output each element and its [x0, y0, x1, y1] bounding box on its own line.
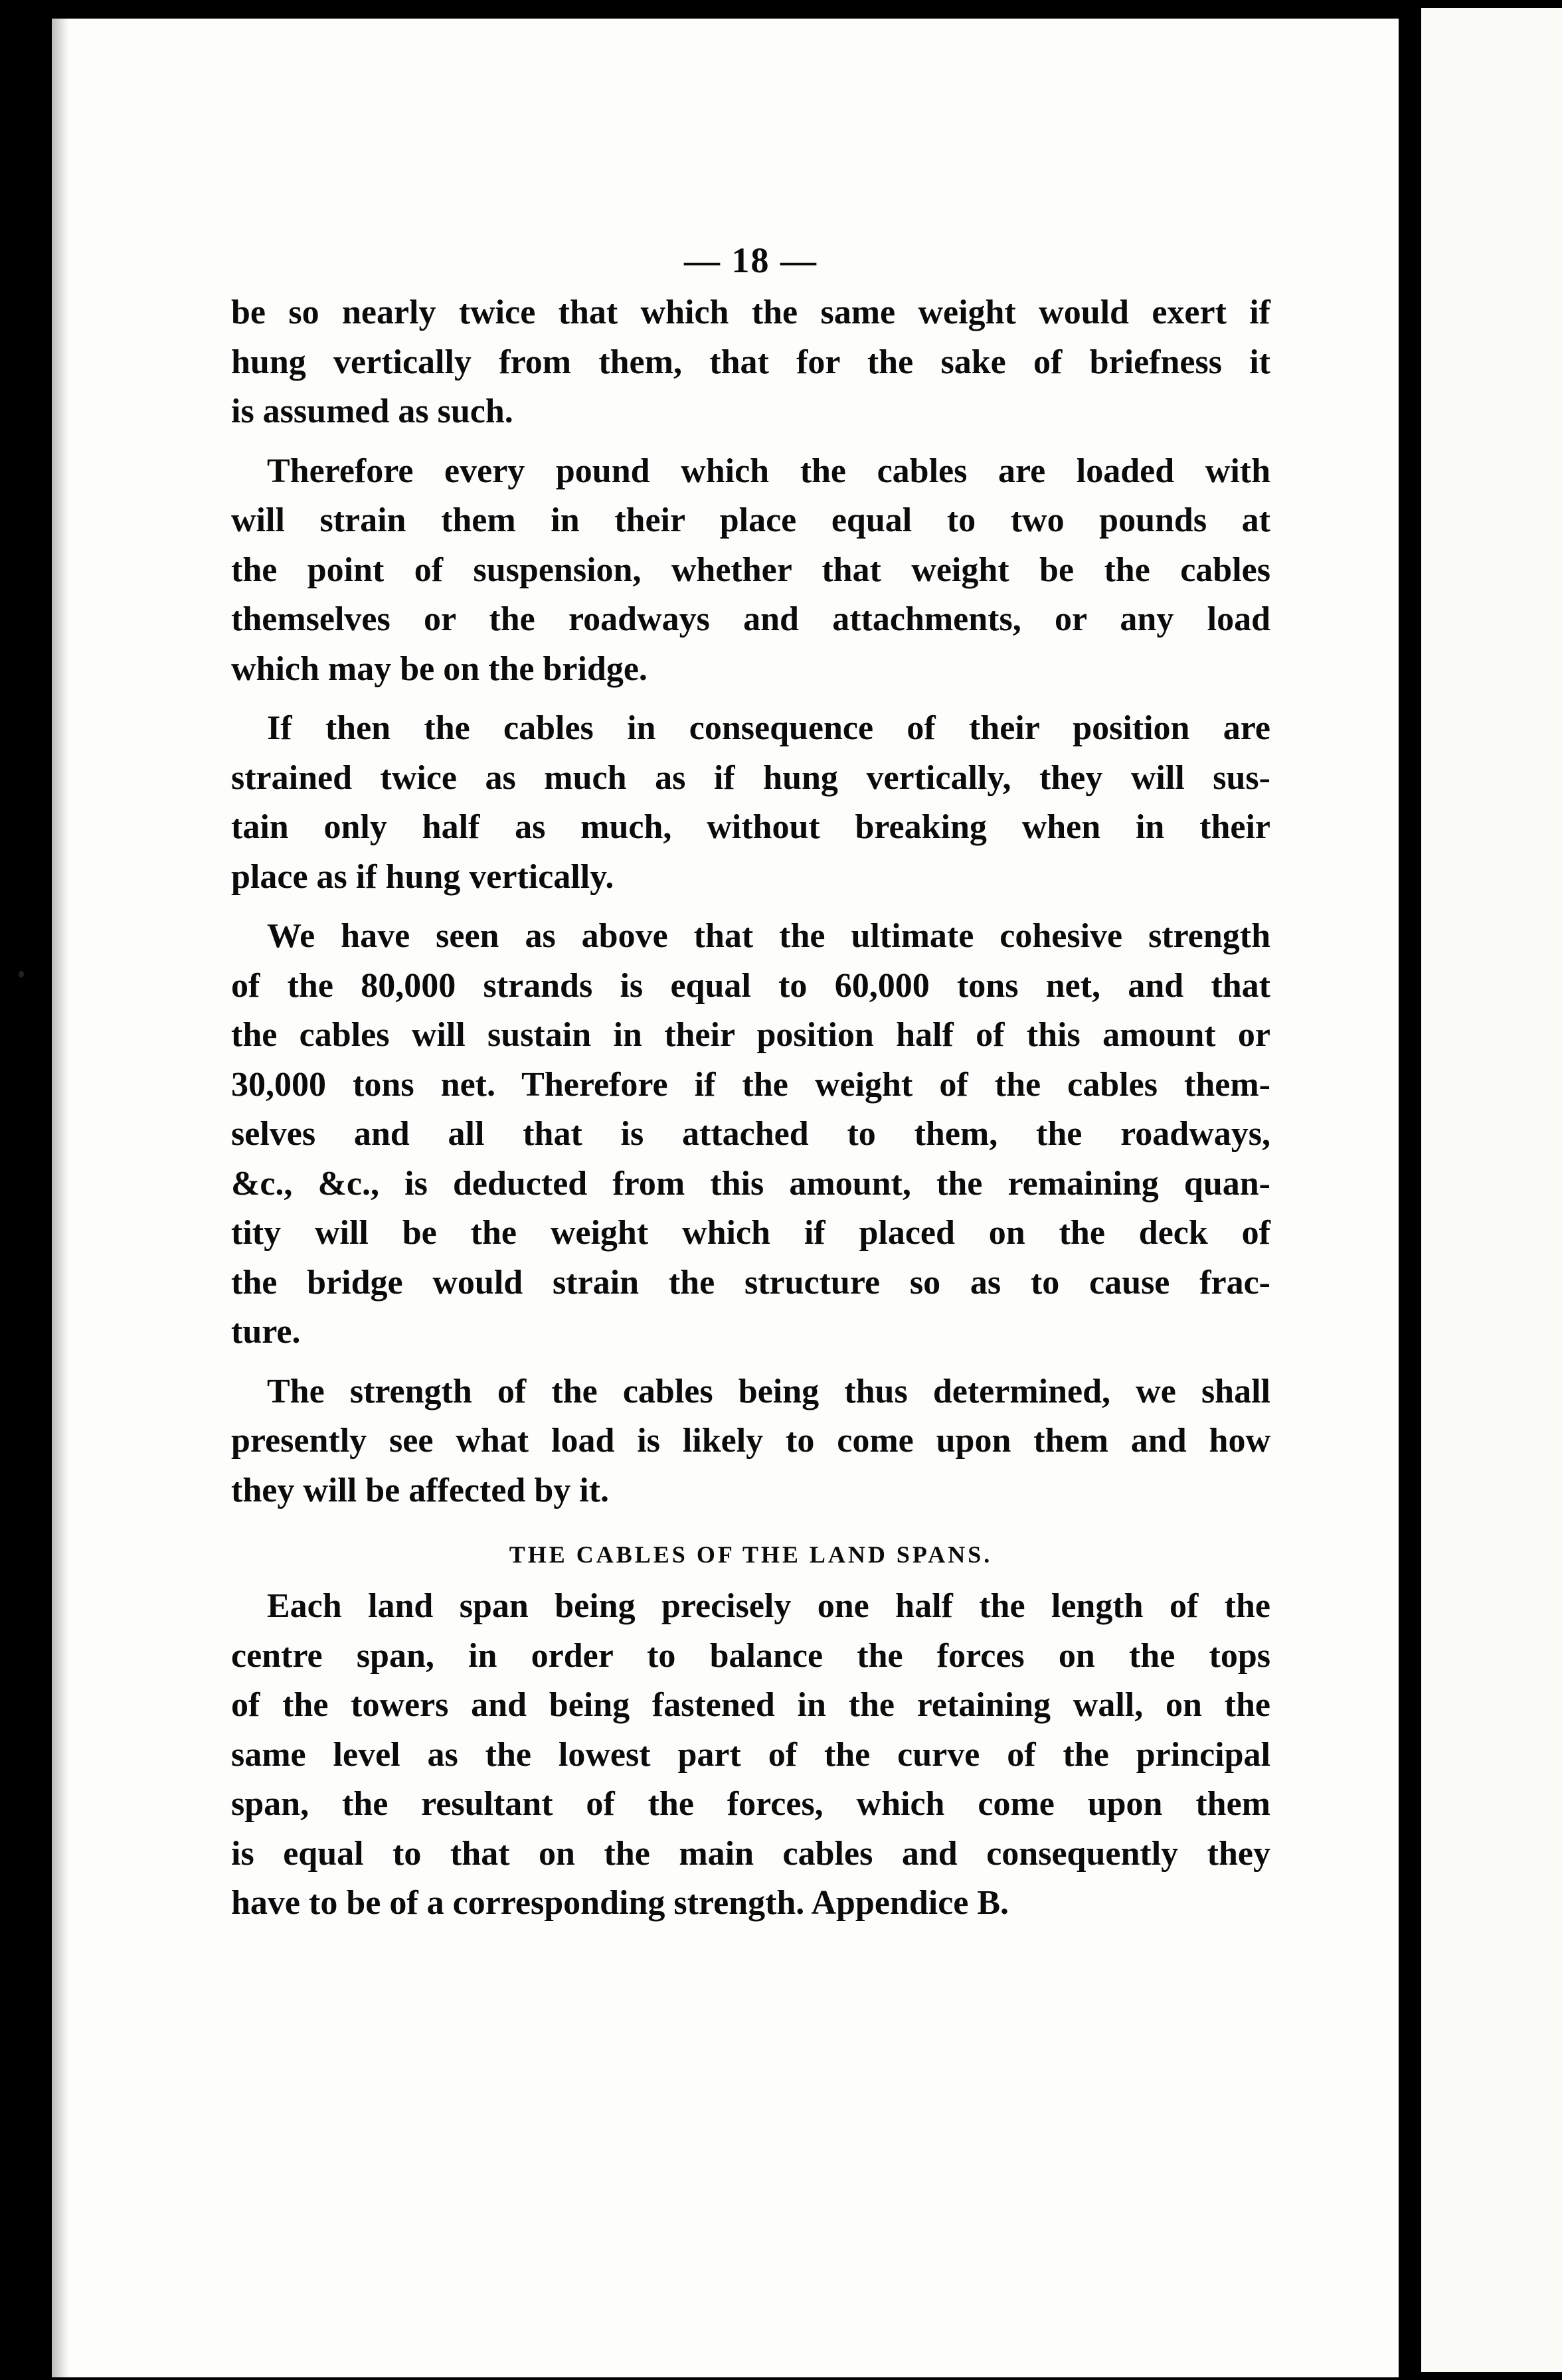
text-line: have to be of a corresponding strength. Appendice B.: [231, 1884, 1009, 1922]
text-line: Each land span being precisely one half the length of the: [267, 1587, 1270, 1625]
page-gutter-shadow: [52, 19, 69, 2377]
text-line: centre span, in order to balance the forces on the tops: [231, 1636, 1270, 1675]
paragraph-6: [231, 1582, 1270, 1928]
text-line: tain only half as much, without breaking when in their: [231, 808, 1270, 846]
text-line: the point of suspension, whether that weight be the cables: [231, 551, 1270, 589]
text-line: the bridge would strain the structure so as to cause frac-: [231, 1263, 1270, 1302]
text-line: tity will be the weight which if placed on the deck of: [231, 1214, 1270, 1252]
paragraph-4: [231, 912, 1270, 1357]
page-text-block: [231, 236, 1270, 1938]
text-line: selves and all that is attached to them, the roadways,: [231, 1115, 1270, 1153]
text-line: ture.: [231, 1313, 301, 1351]
text-line: themselves or the roadways and attachments, or any load: [231, 600, 1270, 638]
section-heading: THE CABLES OF THE LAND SPANS.: [509, 1541, 993, 1568]
paragraph-1: [231, 288, 1270, 437]
text-line: is assumed as such.: [231, 392, 513, 430]
text-line: will strain them in their place equal to two pounds at: [231, 501, 1270, 539]
text-line: span, the resultant of the forces, which come upon them: [231, 1785, 1270, 1823]
text-line: &c., &c., is deducted from this amount, the remaining quan-: [231, 1164, 1270, 1203]
text-line: same level as the lowest part of the curve of the principal: [231, 1735, 1270, 1774]
text-line: hung vertically from them, that for the sake of briefness it: [231, 343, 1270, 381]
text-line: the cables will sustain in their position half of this amount or: [231, 1016, 1270, 1054]
text-line: be so nearly twice that which the same weight would exert if: [231, 294, 1270, 331]
paragraph-5: [231, 1367, 1270, 1516]
text-line: of the towers and being fastened in the retaining wall, on the: [231, 1686, 1270, 1724]
paragraph-3: [231, 704, 1270, 902]
text-line: which may be on the bridge.: [231, 649, 648, 688]
page-number: — 18 —: [684, 240, 818, 280]
text-line: of the 80,000 strands is equal to 60,000 tons net, and that: [231, 966, 1270, 1005]
text-line: If then the cables in consequence of their position are: [267, 709, 1270, 747]
text-line: is equal to that on the main cables and consequently they: [231, 1834, 1270, 1873]
text-line: The strength of the cables being thus determined, we shall: [267, 1372, 1270, 1410]
text-line: place as if hung vertically.: [231, 857, 614, 896]
text-line: presently see what load is likely to come upon them and how: [231, 1422, 1270, 1460]
text-line: 30,000 tons net. Therefore if the weight of the cables them-: [231, 1065, 1270, 1104]
text-line: Therefore every pound which the cables are loaded with: [267, 452, 1270, 490]
book-page: [52, 19, 1399, 2377]
facing-page-edge: [1421, 8, 1562, 2372]
text-line: they will be affected by it.: [231, 1471, 610, 1509]
scan-speck: [19, 971, 24, 978]
paragraph-2: [231, 447, 1270, 695]
text-line: We have seen as above that the ultimate cohesive strength: [267, 917, 1270, 955]
text-line: strained twice as much as if hung vertically, they will sus-: [231, 758, 1270, 797]
